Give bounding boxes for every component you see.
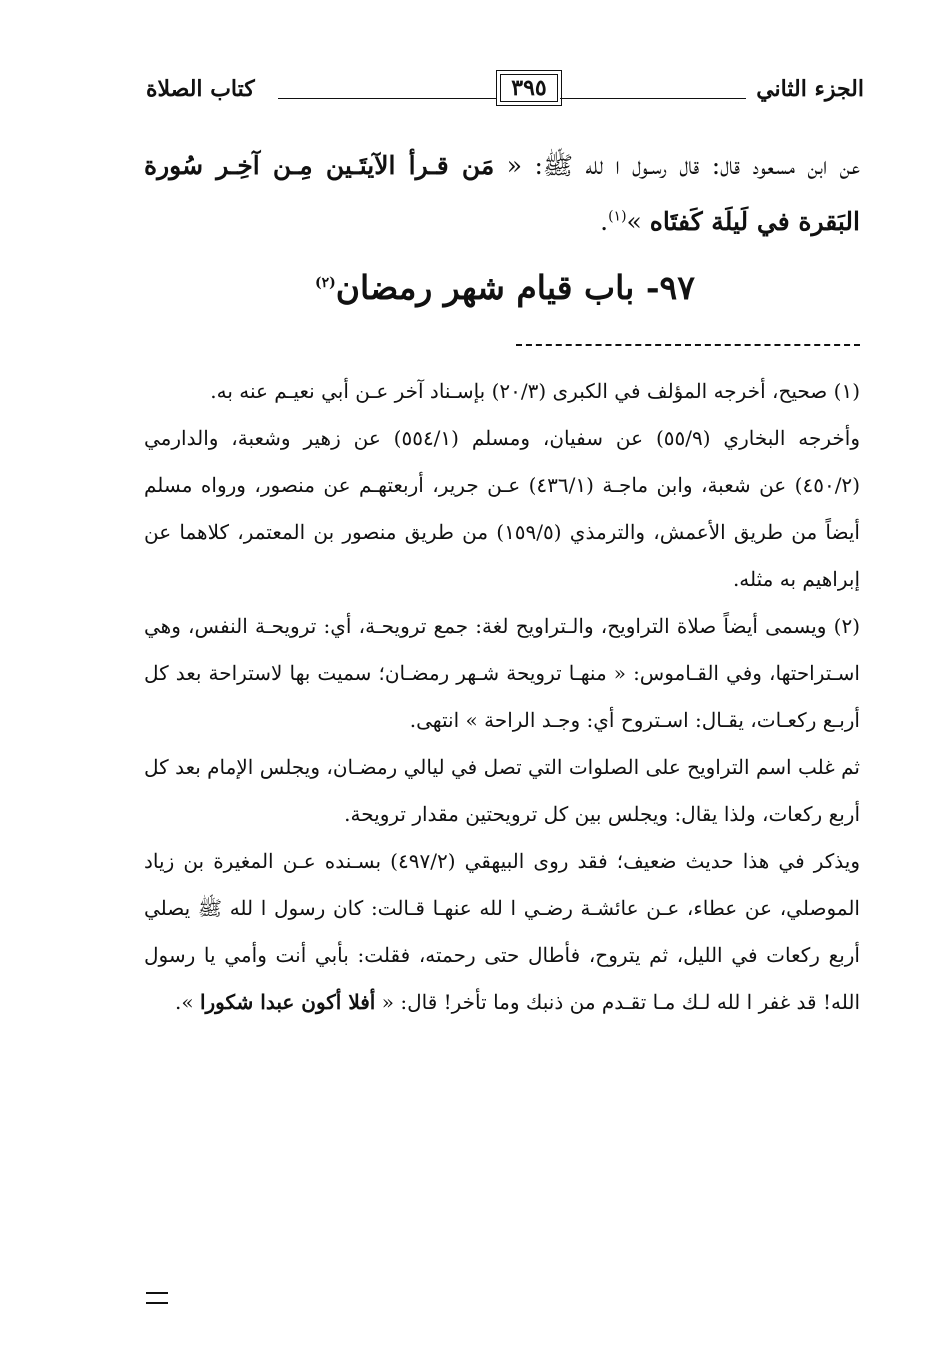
hadith-end: . xyxy=(600,207,609,236)
header-rule-right xyxy=(560,98,746,99)
footnote-2-para-3 xyxy=(144,838,860,1026)
volume-label: الجزء الثاني xyxy=(756,76,864,102)
hadith-intro: عن ابن مسعود قال: قال رسـول ا لله ﷺ: « xyxy=(506,151,861,180)
hadith-quote-close: » xyxy=(626,207,642,236)
footnote-2-quote: أفلا أكون عبدا شكورا xyxy=(199,990,376,1014)
footnote-ref-2: (٢) xyxy=(315,275,336,291)
header-rule-left xyxy=(278,98,496,99)
page-number: ٣٩٥ xyxy=(496,70,562,106)
chapter-heading xyxy=(146,268,864,307)
footnotes xyxy=(144,368,860,1026)
footnote-ref-1: (١) xyxy=(608,208,627,225)
footnote-2-para-1: (٢) ويسمى أيضاً صلاة التراويح، والـتراويح لغة: جمع ترويحـة، أي: ترويحـة النفس، وهي اسـتراحتها، وفي القـاموس: « منهـا ترويحة شـهر رمضـان؛ سميت بها لاستراحة بعد كل أربـع ركعـات، يقـال: اسـتروح أي: وجـد الراحة » انتهى. xyxy=(144,614,860,732)
hadith-quote: مَن قـرأ الآيتَـين مِـن آخِـر سُورة البَقرة في لَيلَة كَفتَاه xyxy=(144,151,860,236)
footnote-2-para-2: ثم غلب اسم التراويح على الصلوات التي تصل في ليالي رمضـان، ويجلس الإمام بعد كل أربع ركعات، ولذا يقال: ويجلس بين كل ترويحتين مقدار ترويحة. xyxy=(144,755,860,826)
footnote-separator xyxy=(516,344,860,346)
continuation-mark xyxy=(146,1292,168,1304)
footnote-1-para-2: وأخرجه البخاري (٥٥/٩) عن سفيان، ومسلم (٥٥٤/١) عن زهير وشعبة، والدارمي (٤٥٠/٢) عن شعبة، وابن ماجـة (٤٣٦/١) عـن جرير، أربعتهـم عن منصور، ورواه مسلم أيضاً من طريق الأعمش، والترمذي (١٥٩/٥) من طريق منصور بن المعتمر، كلاهما عن إبراهيم به مثله. xyxy=(144,426,861,591)
chapter-title: ٩٧- باب قيام شهر رمضان xyxy=(335,268,695,307)
book-title: كتاب الصلاة xyxy=(146,76,255,102)
footnote-1-para-1: (١) صحيح، أخرجه المؤلف في الكبرى (٢٠/٣) بإسـناد آخر عـن أبي نعيـم عنه به. xyxy=(210,379,860,403)
footnote-2-para-3-text: ويذكر في هذا حديث ضعيف؛ فقد روى البيهقي (٤٩٧/٢) بسـنده عـن المغيرة بن زياد الموصلي، عن عطاء، عـن عائشـة رضـي ا لله عنهـا قـالت: كان رسول ا لله ﷺ يصلي أربع ركعات في الليل، ثم يتروح، فأطال حتى رحمته، فقلت: بأبي أنت وأمي يا رسول الله! قد غفر ا لله لـك مـا تقـدم من ذنبك وما تأخر! قال: « xyxy=(144,849,860,1014)
hadith-text xyxy=(144,138,860,250)
running-header xyxy=(146,70,864,118)
footnote-2-quote-close: ». xyxy=(175,990,194,1014)
